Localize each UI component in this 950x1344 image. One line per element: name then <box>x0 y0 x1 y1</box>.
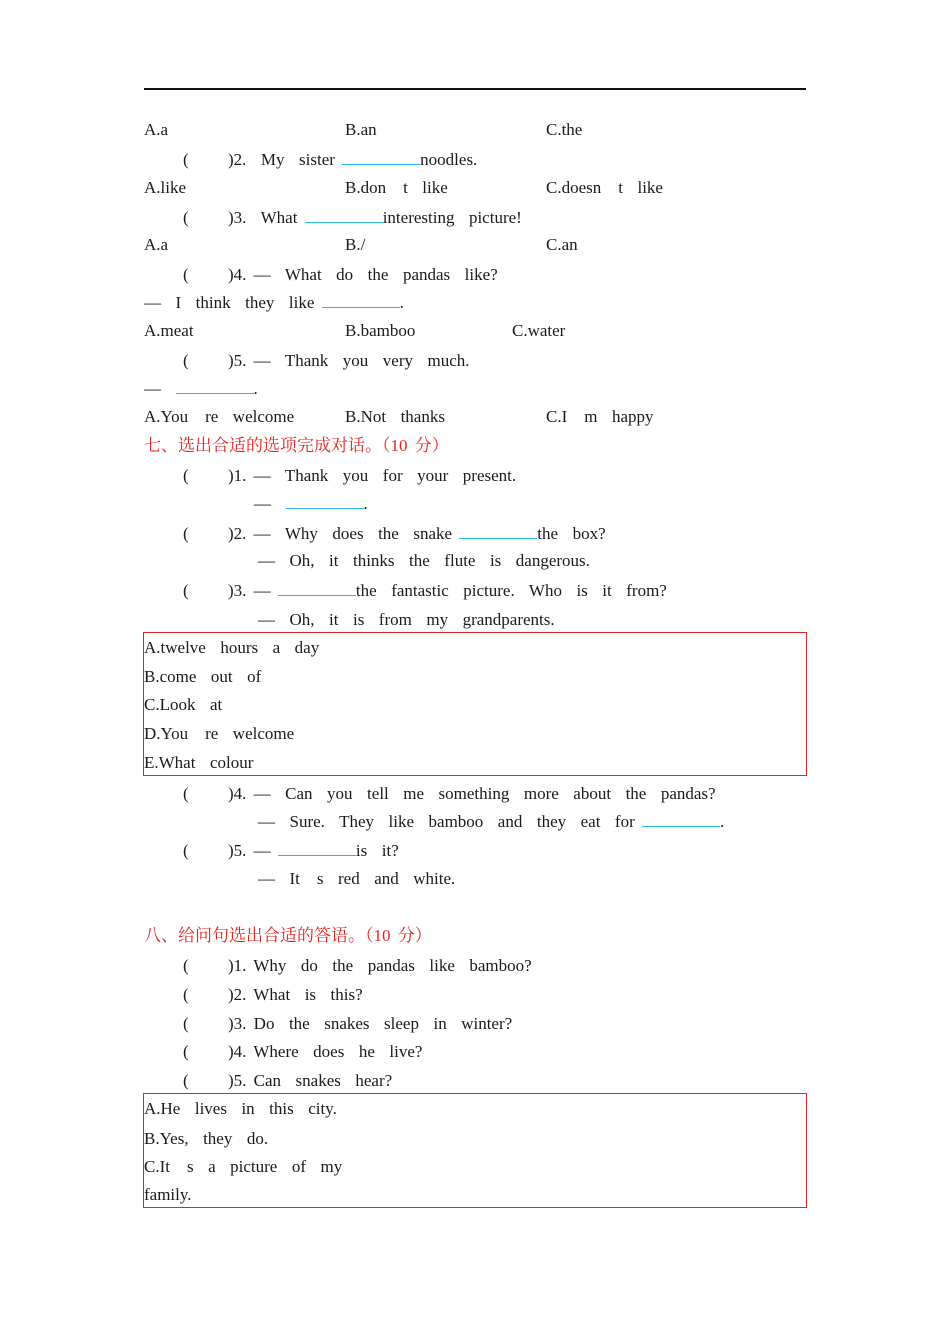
answer-blank[interactable] <box>286 493 364 509</box>
s8-choice-c-cont: family. <box>144 1185 192 1204</box>
s7-choice-d: D.You re welcome <box>144 724 295 743</box>
answer-blank[interactable] <box>278 580 356 596</box>
s8-question-1: )1. Why do the pandas like bamboo? <box>228 956 532 975</box>
s7-question-2-reply: — Oh, it thinks the flute is dangerous. <box>258 551 590 570</box>
answer-blank[interactable] <box>278 840 356 856</box>
s7-question-4: )4. — Can you tell me something more about the pandas? <box>228 784 716 803</box>
s7-choice-c: C.Look at <box>144 695 223 714</box>
top-rule <box>144 88 806 90</box>
question-3: )3. What interesting picture! <box>228 208 522 227</box>
s7-q5-paren: ( <box>183 841 189 860</box>
question-2: )2. My sister noodles. <box>228 150 478 169</box>
s8-q3-paren: ( <box>183 1014 189 1033</box>
q3-option-c: C.an <box>546 235 578 254</box>
q3-option-b: B./ <box>345 235 366 254</box>
s7-question-5-reply: — It s red and white. <box>258 869 456 888</box>
question-4: )4. — What do the pandas like? <box>228 265 498 284</box>
q4-option-a: A.meat <box>144 321 194 340</box>
q2-paren: ( <box>183 150 189 169</box>
s7-choice-a: A.twelve hours a day <box>144 638 320 657</box>
s8-q5-paren: ( <box>183 1071 189 1090</box>
q5-option-b: B.Not thanks <box>345 407 445 426</box>
s8-question-4: )4. Where does he live? <box>228 1042 423 1061</box>
s8-q4-paren: ( <box>183 1042 189 1061</box>
q4-paren: ( <box>183 265 189 284</box>
q2-option-b: B.don t like <box>345 178 448 197</box>
q2-option-c: C.doesn t like <box>546 178 663 197</box>
q3-option-a: A.a <box>144 235 169 254</box>
answer-blank[interactable] <box>305 207 383 223</box>
question-5: )5. — Thank you very much. <box>228 351 470 370</box>
q5-paren: ( <box>183 351 189 370</box>
s8-choice-b: B.Yes, they do. <box>144 1129 269 1148</box>
q1-option-a: A.a <box>144 120 169 139</box>
s8-question-2: )2. What is this? <box>228 985 363 1004</box>
q3-paren: ( <box>183 208 189 227</box>
s8-q2-paren: ( <box>183 985 189 1004</box>
s7-question-3: )3. — the fantastic picture. Who is it from? <box>228 581 667 600</box>
s7-q3-paren: ( <box>183 581 189 600</box>
question-5-reply: — . <box>144 379 258 398</box>
s8-question-5: )5. Can snakes hear? <box>228 1071 393 1090</box>
s7-q2-paren: ( <box>183 524 189 543</box>
s7-question-4-reply: — Sure. They like bamboo and they eat for . <box>258 812 725 831</box>
answer-blank[interactable] <box>342 149 420 165</box>
s7-question-2: )2. — Why does the snake the box? <box>228 524 606 543</box>
q1-option-c: C.the <box>546 120 583 139</box>
q1-option-b: B.an <box>345 120 377 139</box>
answer-blank[interactable] <box>322 292 400 308</box>
s7-choice-b: B.come out of <box>144 667 262 686</box>
s8-q1-paren: ( <box>183 956 189 975</box>
answer-blank[interactable] <box>459 523 537 539</box>
s8-choice-a: A.He lives in this city. <box>144 1099 337 1118</box>
s7-q1-paren: ( <box>183 466 189 485</box>
q4-option-c: C.water <box>512 321 566 340</box>
s7-question-3-reply: — Oh, it is from my grandparents. <box>258 610 555 629</box>
q4-option-b: B.bamboo <box>345 321 416 340</box>
s7-question-1: )1. — Thank you for your present. <box>228 466 517 485</box>
q2-option-a: A.like <box>144 178 187 197</box>
s7-q4-paren: ( <box>183 784 189 803</box>
answer-blank[interactable] <box>176 378 254 394</box>
section-8-title: 八、给问句选出合适的答语。（10 分） <box>144 926 432 945</box>
s8-question-3: )3. Do the snakes sleep in winter? <box>228 1014 513 1033</box>
answer-blank[interactable] <box>642 811 720 827</box>
question-4-reply: — I think they like . <box>144 293 404 312</box>
s7-question-1-reply: — . <box>254 494 368 513</box>
q5-option-c: C.I m happy <box>546 407 654 426</box>
q5-option-a: A.You re welcome <box>144 407 295 426</box>
section-7-title: 七、选出合适的选项完成对话。（10 分） <box>144 436 449 455</box>
s7-choice-e: E.What colour <box>144 753 254 772</box>
s8-choice-c: C.It s a picture of my <box>144 1157 343 1176</box>
s7-question-5: )5. — is it? <box>228 841 399 860</box>
